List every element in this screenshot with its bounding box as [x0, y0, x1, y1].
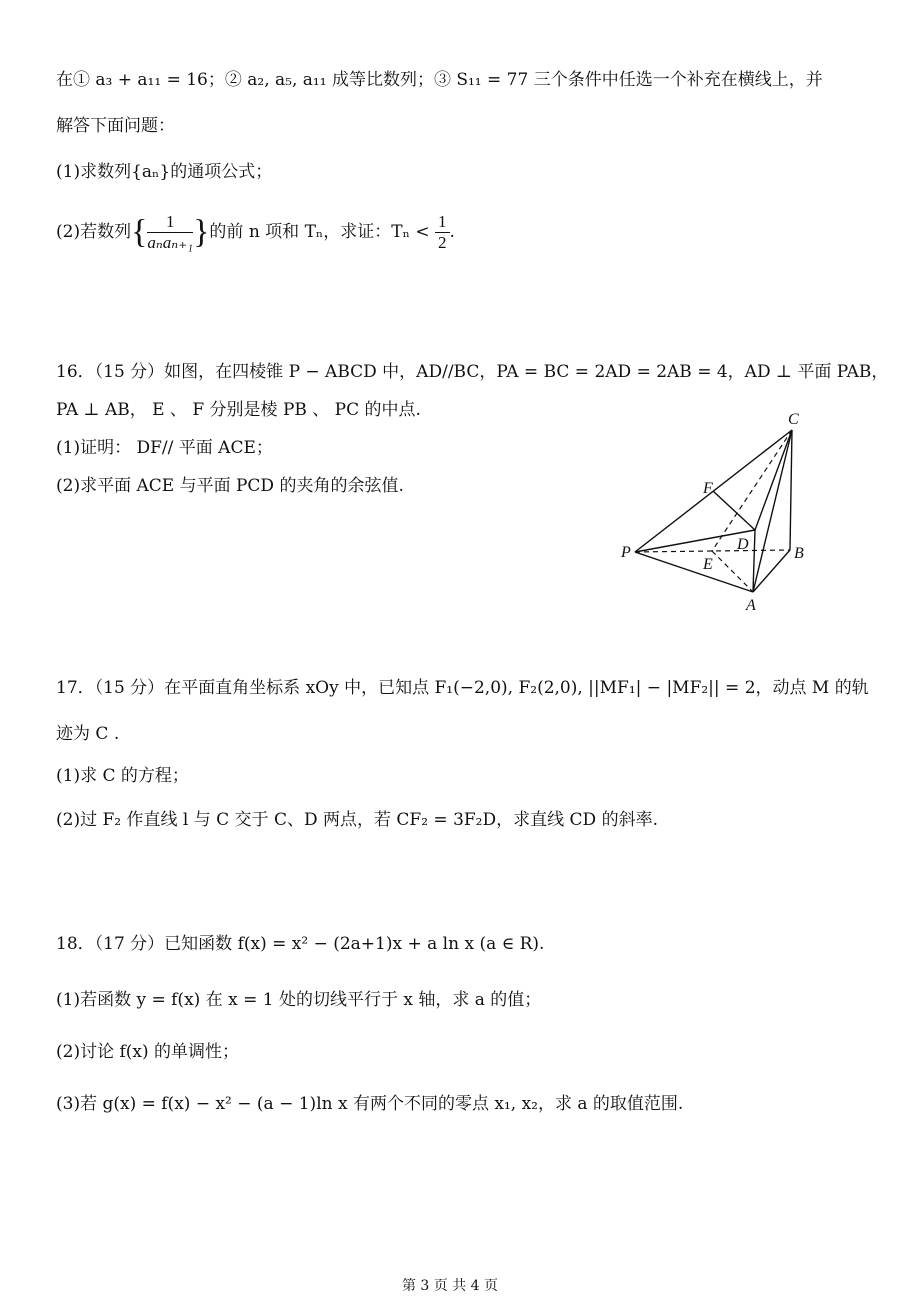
p16-question-1: (1)证明： DF// 平面 ACE； — [56, 438, 273, 458]
p16-statement-line1: 16．（15 分）如图，在四棱锥 P − ABCD 中，AD//BC，PA = BC = 2AD = 2AB = 4，AD ⊥ 平面 PAB， — [56, 362, 889, 382]
right-brace: } — [193, 213, 210, 251]
label-P: P — [621, 544, 631, 561]
edge-CA — [753, 430, 792, 592]
q2-prefix: (2)若数列 — [56, 222, 132, 242]
p16-question-2: (2)求平面 ACE 与平面 PCD 的夹角的余弦值. — [56, 476, 404, 496]
intro-instruction: 解答下面问题： — [56, 116, 175, 136]
p18-question-2: (2)讨论 f(x) 的单调性； — [56, 1042, 240, 1062]
segment-FD — [713, 491, 755, 530]
page-footer: 第 3 页 共 4 页 — [401, 1278, 499, 1294]
p17-question-2: (2)过 F₂ 作直线 l 与 C 交于 C、D 两点，若 CF₂ = 3F₂D，求直线 CD 的斜率. — [56, 810, 658, 830]
label-F: F — [703, 480, 713, 497]
q2-suffix: 的前 n 项和 Tₙ，求证：Tₙ < — [209, 222, 430, 242]
half-fraction — [435, 212, 450, 253]
p18-question-1: (1)若函数 y = f(x) 在 x = 1 处的切线平行于 x 轴，求 a 的值； — [56, 990, 542, 1010]
fraction-numerator: 1 — [147, 212, 193, 233]
edge-CB — [790, 430, 792, 550]
half-denominator: 2 — [438, 233, 447, 252]
p18-statement: 18．（17 分）已知函数 f(x) = x² − (2a+1)x + a ln x (a ∈ R). — [56, 934, 545, 954]
p18-question-3: (3)若 g(x) = f(x) − x² − (a − 1)ln x 有两个不同的零点 x₁, x₂，求 a 的取值范围. — [56, 1094, 684, 1114]
label-A: A — [746, 597, 756, 614]
p15-question-2 — [56, 210, 455, 255]
label-C: C — [788, 411, 799, 428]
p16-statement-line2: PA ⊥ AB， E 、 F 分别是棱 PB 、 PC 的中点. — [56, 400, 421, 420]
segment-CE-hidden — [712, 430, 792, 551]
fraction-denominator: aₙaₙ₊₁ — [147, 233, 194, 252]
p15-question-1: (1)求数列{aₙ}的通项公式； — [56, 162, 273, 182]
edge-PA — [635, 552, 753, 592]
sequence-fraction — [147, 212, 193, 253]
p17-question-1: (1)求 C 的方程； — [56, 766, 189, 786]
left-brace: { — [131, 213, 148, 251]
intro-conditions: 在① a₃ + a₁₁ = 16；② a₂, a₅, a₁₁ 成等比数列；③ S₁₁ = 77 三个条件中任选一个补充在横线上，并 — [56, 70, 823, 90]
label-E: E — [703, 556, 713, 573]
half-numerator: 1 — [435, 212, 450, 233]
label-D: D — [737, 536, 749, 553]
label-B: B — [794, 545, 804, 562]
q2-end: . — [449, 222, 455, 242]
p17-statement-line1: 17．（15 分）在平面直角坐标系 xOy 中，已知点 F₁(−2,0), F₂(2,0), ||MF₁| − |MF₂|| = 2，动点 M 的轨 — [56, 678, 869, 698]
pyramid-figure — [615, 405, 815, 615]
segment-EA-hidden — [712, 551, 753, 592]
p17-statement-line2: 迹为 C . — [56, 724, 120, 744]
